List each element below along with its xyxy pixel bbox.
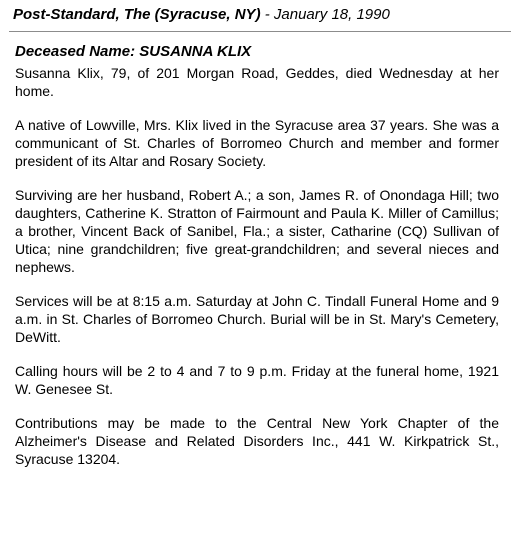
publication-header xyxy=(13,5,509,25)
obituary-paragraph-4: Services will be at 8:15 a.m. Saturday at John C. Tindall Funeral Home and 9 a.m. in St. Charles of Borromeo Church. Burial will be in St. Mary's Cemetery, DeWitt. xyxy=(15,293,499,345)
deceased-name-heading: Deceased Name: SUSANNA KLIX xyxy=(15,43,252,60)
publication-name: Post-Standard, The (Syracuse, NY) xyxy=(13,6,261,23)
obituary-paragraph-2: A native of Lowville, Mrs. Klix lived in the Syracuse area 37 years. She was a communicant of St. Charles of Borromeo Church and member and former president of its Altar and Rosary Society. xyxy=(15,117,499,169)
obituary-paragraph-6: Contributions may be made to the Central New York Chapter of the Alzheimer's Disease and Related Disorders Inc., 441 W. Kirkpatrick St., Syracuse 13204. xyxy=(15,415,499,467)
header-divider xyxy=(9,31,511,32)
publication-date: January 18, 1990 xyxy=(273,6,390,23)
obituary-paragraph-3: Surviving are her husband, Robert A.; a son, James R. of Onondaga Hill; two daughters, Catherine K. Stratton of Fairmount and Paula K. Miller of Camillus; a brother, Vincent Back of Sanibel, Fla.; a sister, Catharine (CQ) Sullivan of Utica; nine grandchildren; five great-grandchildren; and several nieces and nephews. xyxy=(15,187,499,275)
obituary-paragraph-5: Calling hours will be 2 to 4 and 7 to 9 p.m. Friday at the funeral home, 1921 W. Genesee St. xyxy=(15,363,499,397)
header-separator: - xyxy=(260,6,274,23)
obituary-paragraph-1: Susanna Klix, 79, of 201 Morgan Road, Geddes, died Wednesday at her home. xyxy=(15,65,499,99)
